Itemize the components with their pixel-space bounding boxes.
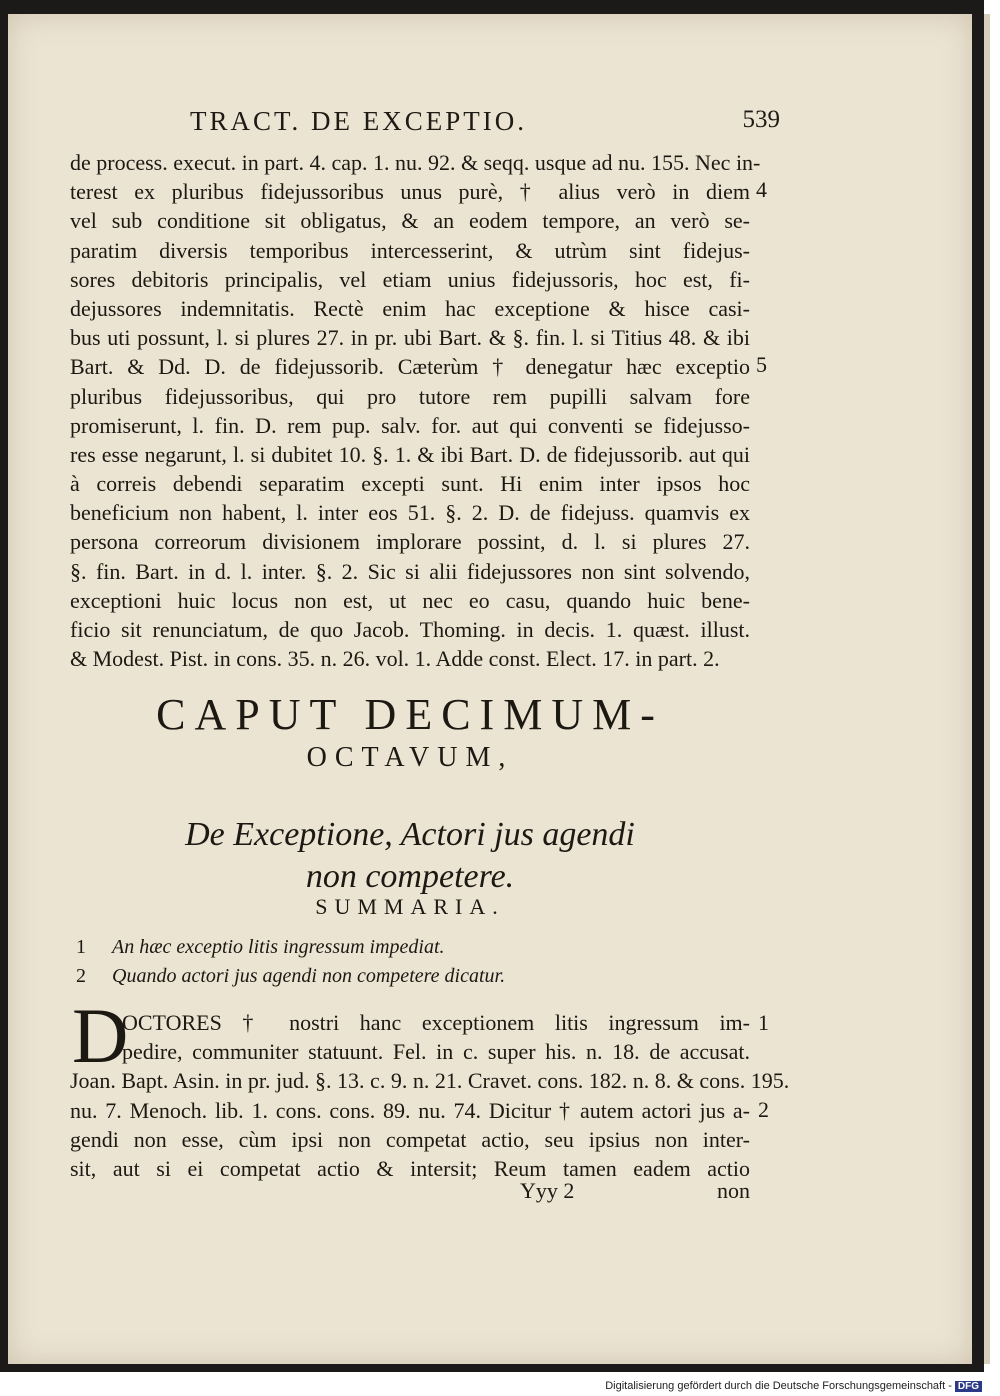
margin-number: 2 (758, 1097, 769, 1122)
text-line: res esse negarunt, l. si dubitet 10. §. 1. & ibi Bart. D. de fidejussorib. aut qui (70, 441, 750, 467)
main-text (70, 148, 761, 673)
summaria-heading: SUMMARIA. (315, 894, 505, 919)
text-line: persona correorum divisionem implorare possint, d. l. si plures 27. (70, 529, 750, 555)
footer-text: Digitalisierung gefördert durch die Deutsche Forschungsgemeinschaft - (605, 1380, 952, 1392)
text-line: pluribus fidejussoribus, qui pro tutore rem pupilli salvam fore (70, 383, 750, 409)
summaria-text: An hæc exceptio litis ingressum impediat. (112, 936, 445, 958)
chapter-heading (70, 690, 750, 898)
text-line: Joan. Bapt. Asin. in pr. jud. §. 13. c. 9. n. 21. Cravet. cons. 182. n. 8. & cons. 195. (70, 1068, 790, 1094)
chapter-text (70, 1008, 790, 1183)
summaria-number: 2 (76, 965, 86, 987)
text-line: nu. 7. Menoch. lib. 1. cons. cons. 89. nu. 74. Dicitur † autem actori jus a- (70, 1097, 750, 1123)
dfg-logo: DFG (955, 1381, 982, 1392)
page-edge (984, 14, 990, 1364)
summaria-number: 1 (76, 936, 86, 958)
text-line: vel sub conditione sit obligatus, & an eodem tempore, an verò se- (70, 208, 750, 234)
digitization-footer (605, 1380, 982, 1392)
text-line: de process. execut. in part. 4. cap. 1. nu. 92. & seqq. usque ad nu. 155. Nec in- (70, 150, 761, 175)
text-line: pedire, communiter statuunt. Fel. in c. super his. n. 18. de accusat. (122, 1039, 750, 1065)
text-line: terest ex pluribus fidejussoribus unus purè, † alius verò in diem (70, 179, 750, 205)
catchword: non (717, 1178, 750, 1203)
text-line: OCTORES † nostri hanc exceptionem litis ingressum im- (122, 1010, 750, 1035)
chapter-title-line2: OCTAVUM, (306, 742, 514, 773)
running-title: TRACT. DE EXCEPTIO. (190, 106, 527, 136)
text-line: paratim diversis temporibus intercesserint, & utrùm sint fidejus- (70, 237, 750, 263)
chapter-title-line1: CAPUT DECIMUM- (156, 690, 664, 739)
page-number: 539 (742, 106, 780, 133)
drop-capital: D (72, 992, 129, 1079)
running-header (190, 106, 780, 146)
text-line: & Modest. Pist. in cons. 35. n. 26. vol. 1. Adde const. Elect. 17. in part. 2. (70, 646, 720, 672)
text-line: promiserunt, l. fin. D. rem pup. salv. for. aut qui conventi se fidejusso- (70, 412, 750, 438)
text-line: à correis debendi separatim excepti sunt. Hi enim inter ipsos hoc (70, 471, 750, 497)
text-line: sores debitoris principalis, vel etiam unius fidejussoris, hoc est, fi- (70, 266, 750, 292)
text-line: Bart. & Dd. D. de fidejussorib. Cæterùm † denegatur hæc exceptio (70, 354, 750, 380)
text-line: exceptioni huic locus non est, ut nec eo casu, quando huic bene- (70, 587, 750, 613)
margin-number: 5 (756, 352, 767, 377)
margin-number: 4 (756, 177, 767, 202)
text-line: gendi non esse, cùm ipsi non competat actio, seu ipsius non inter- (70, 1126, 750, 1152)
chapter-subtitle-line2: non competere. (305, 858, 515, 895)
summaria-text: Quando actori jus agendi non competere dicatur. (112, 965, 506, 987)
chapter-subtitle-line1: De Exceptione, Actori jus agendi (185, 816, 635, 853)
summaria-item (76, 965, 505, 988)
margin-number: 1 (758, 1010, 769, 1035)
text-line: §. fin. Bart. in d. l. inter. §. 2. Sic si alii fidejussores non sint solvendo, (70, 558, 750, 584)
text-line: sit, aut si ei competat actio & intersit; Reum tamen eadem actio (70, 1155, 750, 1181)
summaria-item (76, 936, 445, 959)
text-line: beneficium non habent, l. inter eos 51. §. 2. D. de fidejuss. quamvis ex (70, 500, 750, 526)
text-line: bus uti possunt, l. si plures 27. in pr. ubi Bart. & §. fin. l. si Titius 48. & ibi (70, 325, 750, 351)
signature-mark: Yyy 2 (520, 1178, 575, 1203)
text-line: dejussores indemnitatis. Rectè enim hac exceptione & hisce casi- (70, 295, 750, 321)
text-line: ficio sit renunciatum, de quo Jacob. Thoming. in decis. 1. quæst. illust. (70, 617, 750, 642)
